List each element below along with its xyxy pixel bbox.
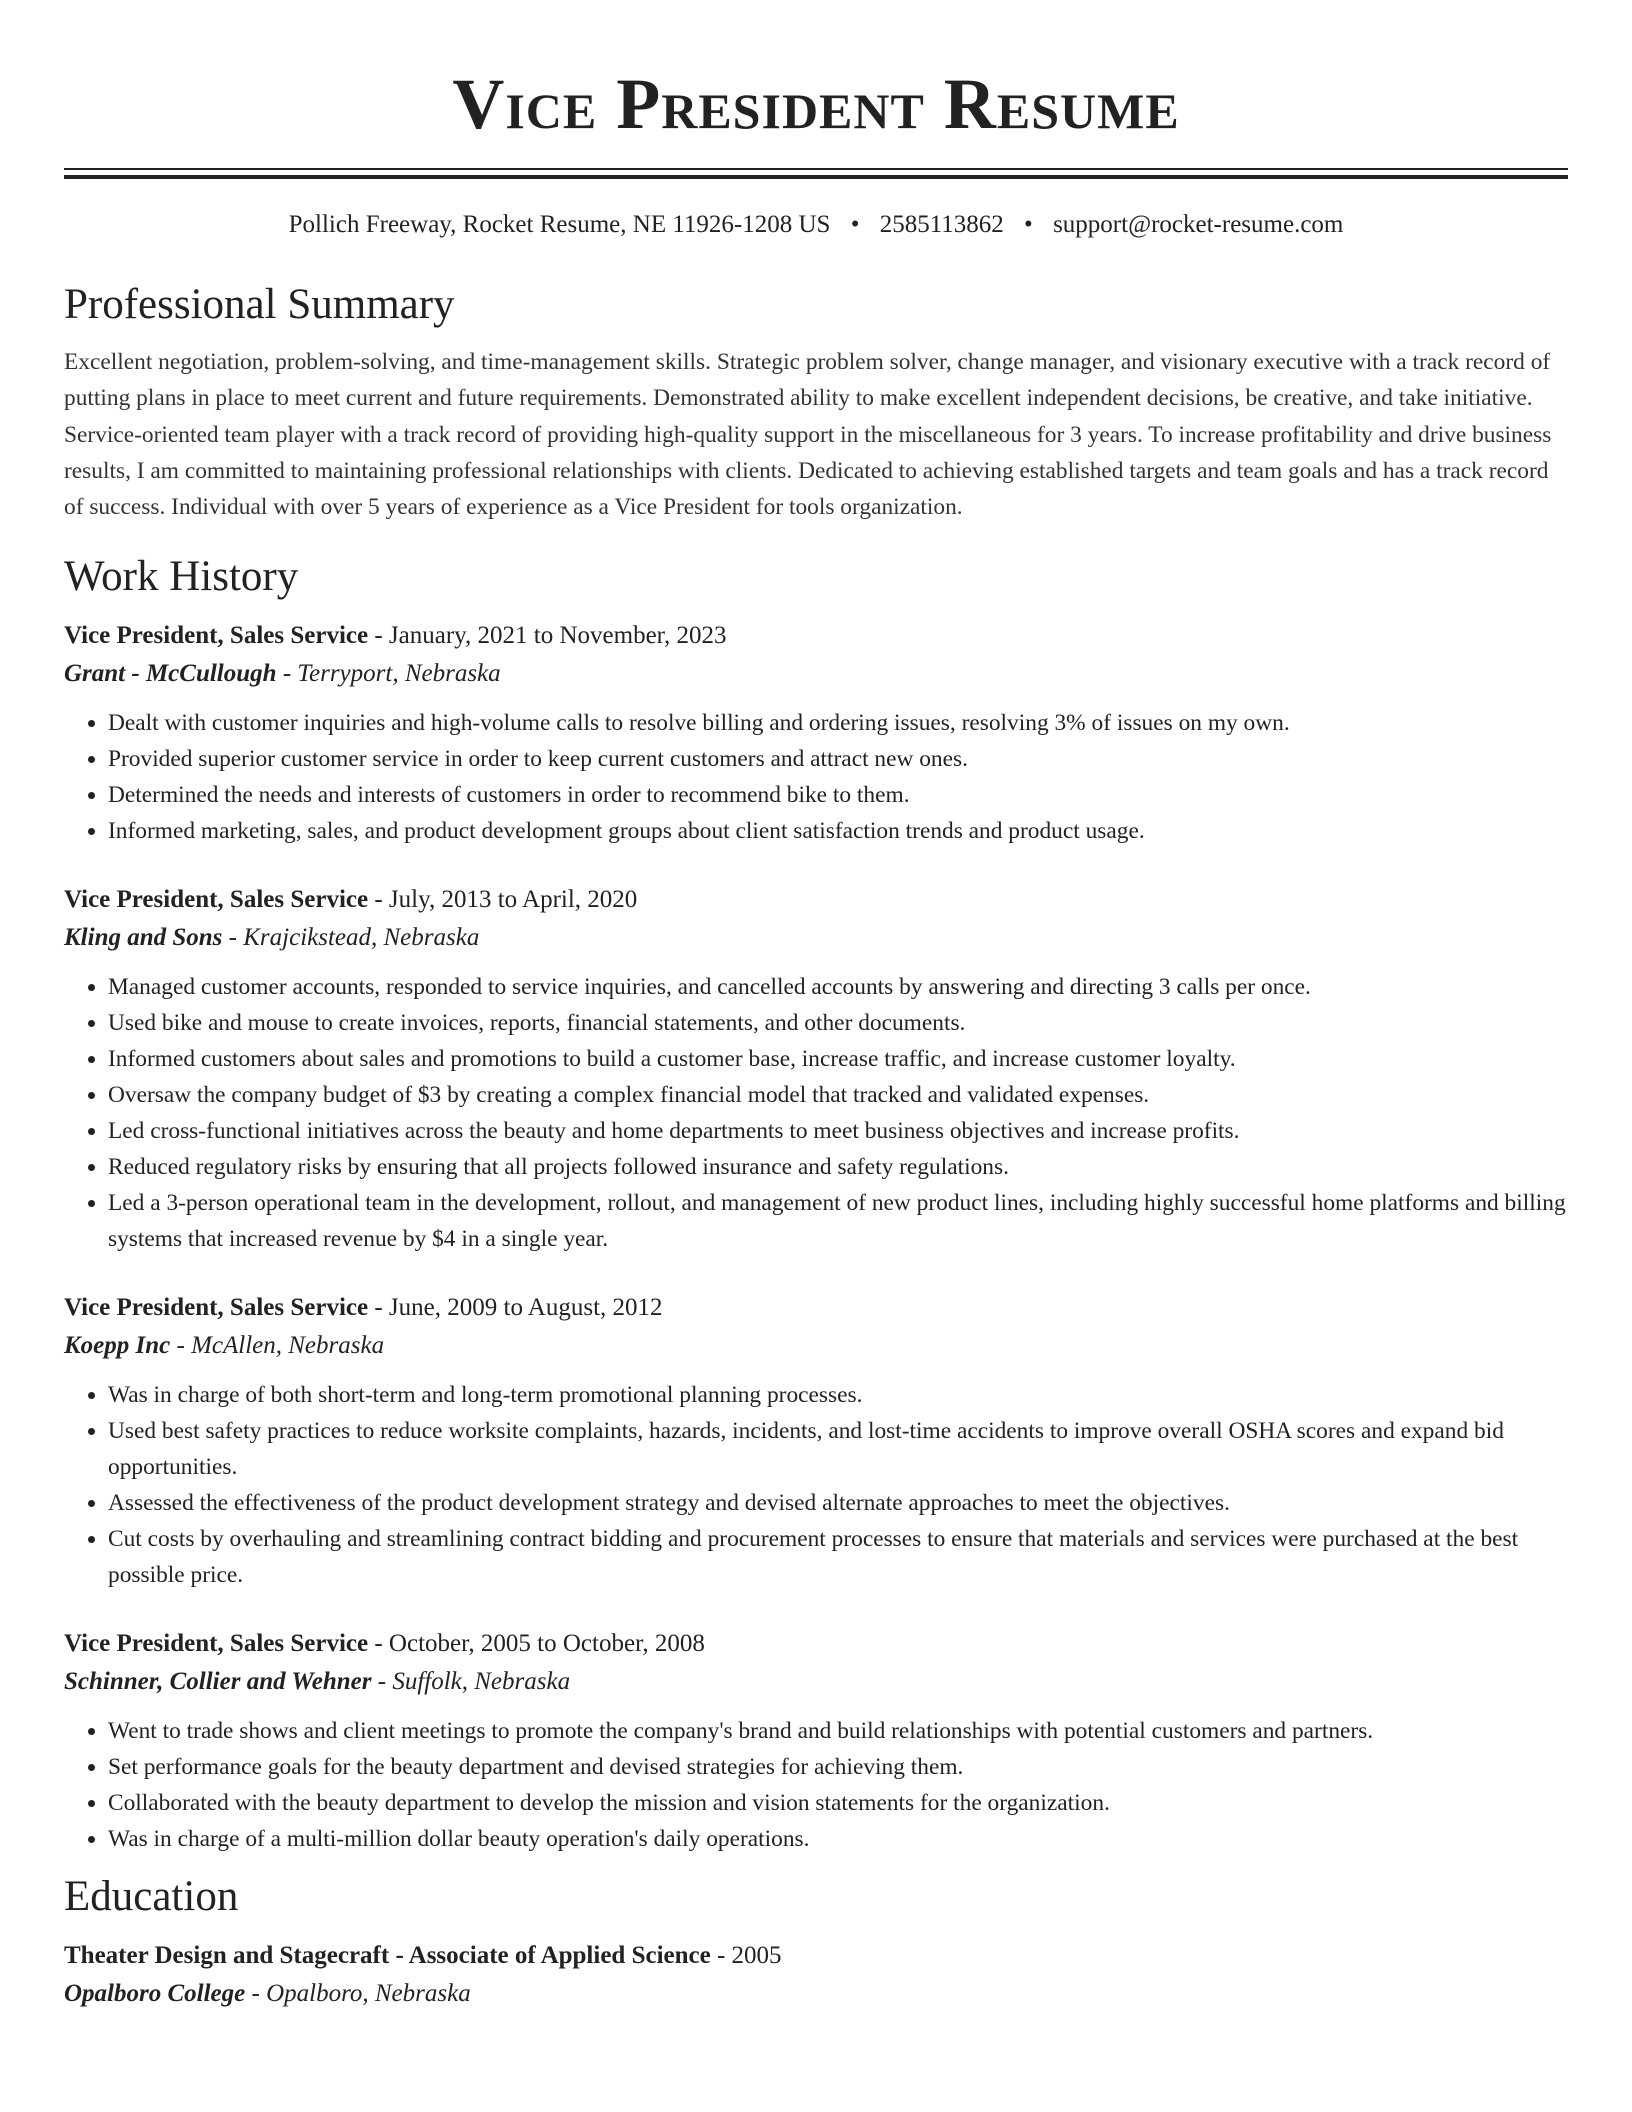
- job-title: Vice President, Sales Service: [64, 886, 369, 914]
- divider-thin-line: [64, 168, 1568, 170]
- job-company-line: [64, 655, 1568, 693]
- job-bullet: • Assessed the effectiveness of the product development strategy and devised alternate approaches to meet the objectives.: [108, 1485, 1568, 1521]
- job-company: Koepp Inc: [64, 1332, 171, 1360]
- job-bullet: • Reduced regulatory risks by ensuring that all projects followed insurance and safety regulations.: [108, 1149, 1568, 1185]
- job-company-line: [64, 1327, 1568, 1365]
- contact-address: Pollich Freeway, Rocket Resume, NE 11926-1208 US: [288, 211, 831, 238]
- job-bullet: • Was in charge of both short-term and long-term promotional planning processes.: [108, 1377, 1568, 1413]
- job-dates: - October, 2005 to October, 2008: [368, 1630, 705, 1658]
- job-bullet: • Managed customer accounts, responded to service inquiries, and cancelled accounts by answering and directing 3 calls per once.: [108, 969, 1568, 1005]
- job-company: Grant - McCullough: [64, 660, 277, 688]
- education-year: - 2005: [710, 1942, 782, 1970]
- contact-line: [64, 209, 1568, 241]
- job-bullet: • Informed customers about sales and promotions to build a customer base, increase traffic, and increase customer loyalty.: [108, 1041, 1568, 1077]
- job-location: - Terryport, Nebraska: [276, 660, 501, 688]
- education-location: - Opalboro, Nebraska: [245, 1980, 471, 2008]
- job-entry: [64, 1625, 1568, 1857]
- job-bullets: [64, 1713, 1568, 1857]
- job-bullet: • Was in charge of a multi-million dollar beauty operation's daily operations.: [108, 1821, 1568, 1857]
- education-heading: Education: [64, 1873, 239, 1921]
- job-bullet: • Cut costs by overhauling and streamlining contract bidding and procurement processes to ensure that materials and services were purchased at the best possible price.: [108, 1521, 1568, 1593]
- job-title: Vice President, Sales Service: [64, 622, 369, 650]
- summary-heading: Professional Summary: [64, 281, 455, 328]
- job-bullets: [64, 1377, 1568, 1593]
- job-bullet: • Oversaw the company budget of $3 by creating a complex financial model that tracked and validated expenses.: [108, 1077, 1568, 1113]
- education-school: Opalboro College: [64, 1980, 246, 2008]
- page-title: Vice President Resume: [452, 64, 1180, 144]
- job-company-line: [64, 1663, 1568, 1701]
- job-location: - Suffolk, Nebraska: [371, 1668, 571, 1696]
- job-entry: [64, 617, 1568, 849]
- job-header: [64, 1625, 1568, 1663]
- education-degree: Theater Design and Stagecraft - Associate of Applied Science: [64, 1942, 711, 1970]
- education-entry: [64, 1937, 1568, 2013]
- contact-separator: •: [1024, 211, 1033, 238]
- job-company-line: [64, 919, 1568, 957]
- divider-thick-line: [64, 175, 1568, 179]
- contact-phone: 2585113862: [879, 211, 1004, 238]
- job-company: Schinner, Collier and Wehner: [64, 1668, 372, 1696]
- job-bullet: • Informed marketing, sales, and product development groups about client satisfaction trends and product usage.: [108, 813, 1568, 849]
- job-bullet: • Determined the needs and interests of customers in order to recommend bike to them.: [108, 777, 1568, 813]
- job-header: [64, 881, 1568, 919]
- job-entry: [64, 1289, 1568, 1593]
- job-header: [64, 617, 1568, 655]
- job-bullet: • Used best safety practices to reduce worksite complaints, hazards, incidents, and lost-time accidents to improve overall OSHA scores and expand bid opportunities.: [108, 1413, 1568, 1485]
- job-header: [64, 1289, 1568, 1327]
- job-company: Kling and Sons: [64, 924, 223, 952]
- job-entry: [64, 881, 1568, 1257]
- education-header: [64, 1937, 1568, 1975]
- work-history-heading: Work History: [64, 553, 299, 601]
- resume-page: [64, 0, 1568, 2013]
- title-divider: [64, 168, 1568, 179]
- job-location: - Krajcikstead, Nebraska: [222, 924, 480, 952]
- job-title: Vice President, Sales Service: [64, 1630, 369, 1658]
- job-bullet: • Led a 3-person operational team in the development, rollout, and management of new product lines, including highly successful home platforms and billing systems that increased revenue by $4 in a single year.: [108, 1185, 1568, 1257]
- job-dates: - June, 2009 to August, 2012: [368, 1294, 663, 1322]
- job-location: - McAllen, Nebraska: [170, 1332, 385, 1360]
- summary-text: Excellent negotiation, problem-solving, and time-management skills. Strategic problem solver, change manager, and visionary executive with a track record of putting plans in place to meet current and future requirements. Demonstrated ability to make excellent independent decisions, be creative, and take initiative. Service-oriented team player with a track record of providing high-quality support in the miscellaneous for 3 years. To increase profitability and drive business results, I am committed to maintaining professional relationships with clients. Dedicated to achieving established targets and team goals and has a track record of success. Individual with over 5 years of experience as a Vice President for tools organization.: [64, 349, 1552, 521]
- contact-email: support@rocket-resume.com: [1053, 211, 1344, 238]
- education-school-line: [64, 1975, 1568, 2013]
- job-dates: - January, 2021 to November, 2023: [368, 622, 727, 650]
- job-dates: - July, 2013 to April, 2020: [368, 886, 638, 914]
- job-bullet: • Provided superior customer service in order to keep current customers and attract new ones.: [108, 741, 1568, 777]
- job-title: Vice President, Sales Service: [64, 1294, 369, 1322]
- job-bullet: • Used bike and mouse to create invoices, reports, financial statements, and other documents.: [108, 1005, 1568, 1041]
- contact-separator: •: [850, 211, 860, 238]
- job-bullets: [64, 969, 1568, 1257]
- job-bullets: [64, 705, 1568, 849]
- job-bullet: • Went to trade shows and client meetings to promote the company's brand and build relationships with potential customers and partners.: [108, 1713, 1568, 1749]
- job-bullet: • Collaborated with the beauty department to develop the mission and vision statements for the organization.: [108, 1785, 1568, 1821]
- job-bullet: • Dealt with customer inquiries and high-volume calls to resolve billing and ordering issues, resolving 3% of issues on my own.: [108, 705, 1568, 741]
- job-bullet: • Set performance goals for the beauty department and devised strategies for achieving them.: [108, 1749, 1568, 1785]
- job-bullet: • Led cross-functional initiatives across the beauty and home departments to meet business objectives and increase profits.: [108, 1113, 1568, 1149]
